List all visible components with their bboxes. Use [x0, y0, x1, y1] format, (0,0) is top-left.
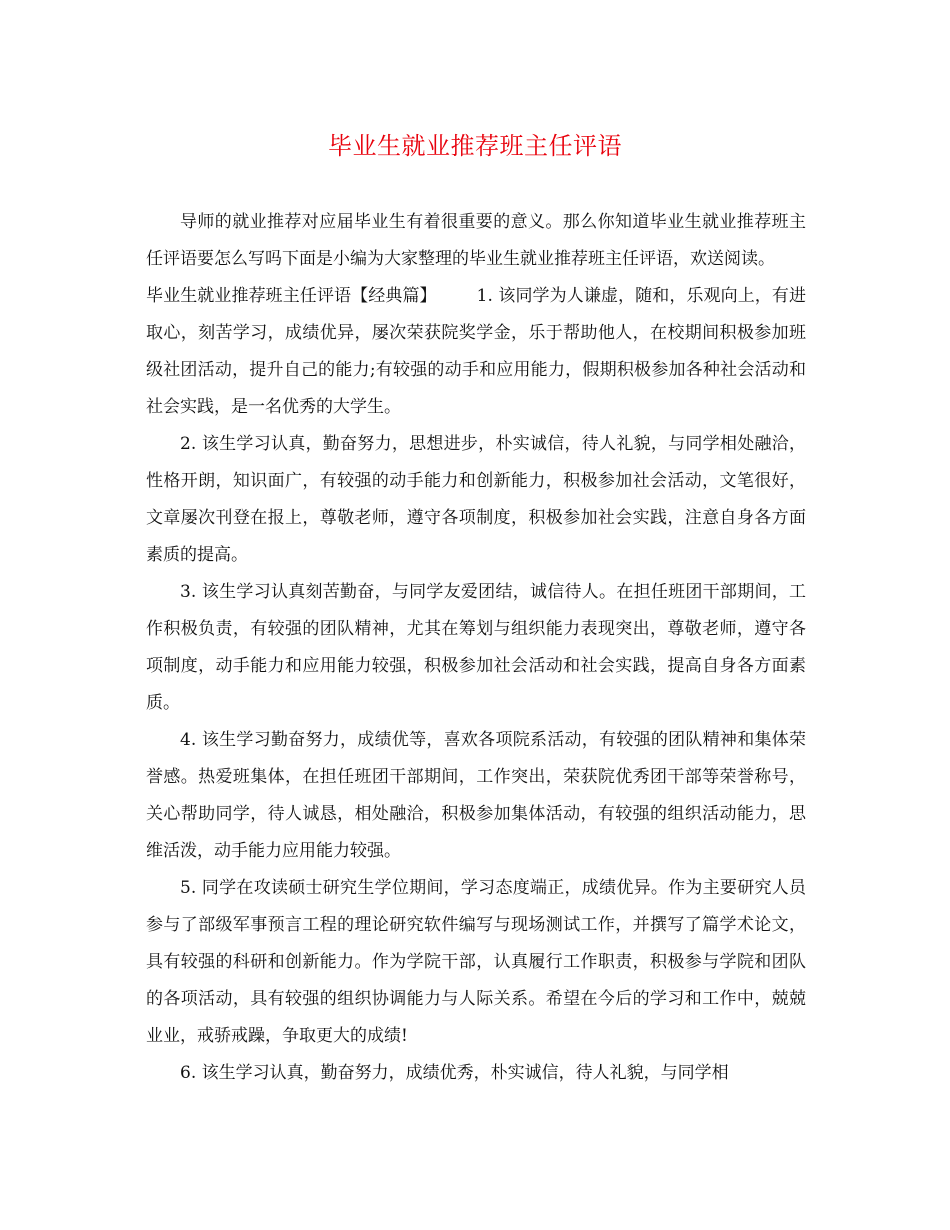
list-item-6: 6. 该生学习认真，勤奋努力，成绩优秀，朴实诚信，待人礼貌，与同学相 [180, 1063, 729, 1083]
list-item-2: 2. 该生学习认真，勤奋努力，思想进步，朴实诚信，待人礼貌，与同学相处融洽，性格开朗，知识面广，有较强的动手能力和创新能力，积极参加社会活动，文笔很好，文章屡次刊登在报上，尊敬老师，遵守各项制度，积极参加社会实践，注意自身各方面素质的提高。 [146, 434, 806, 565]
document-body [146, 204, 806, 1092]
page-title: 毕业生就业推荐班主任评语 [328, 132, 622, 160]
list-item-5: 5. 同学在攻读硕士研究生学位期间，学习态度端正，成绩优异。作为主要研究人员参与了部级军事预言工程的理论研究软件编写与现场测试工作，并撰写了篇学术论文，具有较强的科研和创新能力。作为学院干部，认真履行工作职责，积极参与学院和团队的各项活动，具有较强的组织协调能力与人际关系。希望在今后的学习和工作中，兢兢业业，戒骄戒躁，争取更大的成绩! [146, 878, 806, 1046]
list-item-4: 4. 该生学习勤奋努力，成绩优等，喜欢各项院系活动，有较强的团队精神和集体荣誉感。热爱班集体，在担任班团干部期间，工作突出，荣获院优秀团干部等荣誉称号，关心帮助同学，待人诚恳，相处融洽，积极参加集体活动，有较强的组织活动能力，思维活泼，动手能力应用能力较强。 [146, 730, 806, 861]
first-item-paragraph [146, 278, 806, 426]
section-heading: 毕业生就业推荐班主任评语【经典篇】 [146, 286, 437, 306]
list-item-1: 1. 该同学为人谦虚，随和，乐观向上，有进取心，刻苦学习，成绩优异，屡次荣获院奖学金，乐于帮助他人，在校期间积极参加班级社团活动，提升自己的能力;有较强的动手和应用能力，假期积极参加各种社会活动和社会实践，是一名优秀的大学生。 [146, 286, 806, 417]
list-item-3: 3. 该生学习认真刻苦勤奋，与同学友爱团结，诚信待人。在担任班团干部期间，工作积极负责，有较强的团队精神，尤其在筹划与组织能力表现突出，尊敬老师，遵守各项制度，动手能力和应用能力较强，积极参加社会活动和社会实践，提高自身各方面素质。 [146, 582, 806, 713]
intro-paragraph: 导师的就业推荐对应届毕业生有着很重要的意义。那么你知道毕业生就业推荐班主任评语要怎么写吗下面是小编为大家整理的毕业生就业推荐班主任评语，欢送阅读。 [146, 212, 806, 269]
